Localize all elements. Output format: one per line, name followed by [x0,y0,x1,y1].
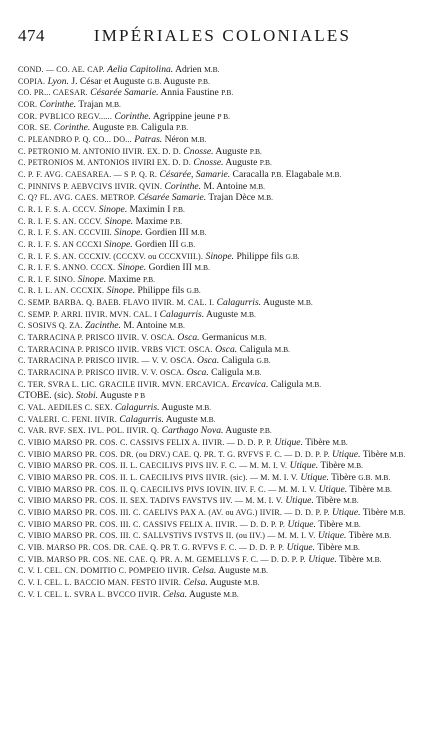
entry-legend: C. V. I. CEL. L. SVRA L. BVCCO IIVIR. [18,589,161,599]
entry-legend: C. R. I. F. S. A. CCCV. [18,204,97,214]
entry-size: P B. [217,111,230,121]
entry-emperor: Auguste [225,425,258,437]
coin-entry [18,262,430,274]
entry-size-2: P.B. [176,123,189,133]
entry-place: Utique. [308,553,337,565]
entry-place: Utique. [317,530,347,542]
entry-size: M.B. [223,589,239,599]
entry-legend: C. VIBIO MARSO PR. COS. II. SEX. TADIVS FAVSTVS IIV. — M. M. I. V. [18,496,283,506]
entry-emperor: Gordien III [135,238,179,250]
entry-size-2: M.B. [374,472,391,482]
entry-legend: COR. SE. [18,123,52,133]
entry-emperor: Auguste [165,413,198,425]
entry-size: P.B. [249,146,262,156]
entry-size: P.B. [126,123,139,133]
entry-legend: COND. — CO. AE. CAP. [18,65,105,74]
entry-legend: C. VIBIO MARSO PR. COS. II. L. CAECILIVS PIVS IIV. F. C. — M. M. I. V. [18,461,288,471]
entry-legend: C. VIBIO MARSO PR. COS. II. L. CAECILIVS PIVS IIVIR. (sic). — M. M. I. V. [18,472,298,482]
entry-size: M.B. [366,554,382,564]
entry-emperor: Tibère [362,448,388,460]
entry-place: Sinope. [117,262,147,274]
entry-legend: C. VIB. MARSO PR. COS. NE. CAE. Q. PR. A. M. GEMELLVS F. C. — D. D. P. P. [18,554,306,564]
coin-entry [18,519,430,531]
entry-emperor: Philippe fils [137,285,185,297]
coin-entry [18,460,430,472]
entry-legend: C. PETRONIO M. ANTONIO IIVIR. EX. D. D. [18,146,181,156]
entry-emperor: Tibère [338,553,364,565]
entry-emperor: Auguste [209,576,242,588]
entry-legend: C. Q? FL. AVG. CAES. METROP. [18,193,136,203]
entry-legend: C. R. I. F. SINO. [18,274,76,284]
entry-place: Utique. [289,460,319,472]
entry-legend: C. R. I. F. S. AN. CCCXIV. (CCCXV. ou CCCXVIII.). [18,251,204,261]
entry-place: Sinope. [98,203,128,215]
entry-emperor: Auguste [225,157,258,169]
coin-entry [18,414,430,426]
coin-entry [18,472,430,484]
coin-entry [18,216,430,228]
entry-place: Sinope. [77,273,107,285]
entry-emperor: Tibère [320,460,346,472]
coin-entry [18,285,430,297]
entry-emperor: Maxime [135,215,168,227]
entry-place: Corinthe. [39,98,77,110]
entry-legend: C. TARRACINA P. PRISCO IIVIR. V. V. OSCA. [18,368,185,378]
entry-emperor: Trajan [78,98,104,110]
entry-size: M.B. [194,263,210,273]
coin-entry [18,76,430,88]
entry-legend: C. VIBIO MARSO PR. COS. III. C. SALLVSTIVS IVSTVS II. (ou IIV.) — M. M. I. V. [18,531,316,541]
entry-emperor: Tibère [305,437,330,448]
entry-place: Corinthe. [164,180,202,192]
entry-legend: COPIA. [18,76,46,86]
entry-size: M.B. [204,65,220,74]
entry-legend: C. PLEANDRO P. Q. CO... DO... [18,134,132,144]
entry-emperor: Auguste [161,402,194,414]
entry-size: G.B. [180,239,196,249]
page-header [18,26,430,56]
entry-place: Utique. [287,518,316,530]
entry-place: Utique. [332,506,361,518]
entry-emperor-2: Auguste [163,75,196,87]
entry-emperor: J. César et Auguste [71,75,145,87]
entry-size: P.B. [221,88,234,98]
entry-emperor: Maxime [108,273,141,285]
entry-emperor: Caligula [270,378,304,390]
entry-size: M.B. [274,344,290,354]
coin-entry [18,64,430,76]
entry-emperor: Caligula [221,355,255,367]
entry-emperor: Auguste [99,390,132,402]
entry-size: M.B. [249,181,265,191]
entry-emperor: Auguste [218,565,251,577]
coin-entry [18,99,430,111]
entry-size: P.B. [271,169,284,179]
entry-place: Corinthe. [53,122,91,134]
coin-entry [18,204,430,216]
entry-size: G.B. [256,356,271,366]
entry-size: P B [134,391,146,401]
coin-entry [18,134,430,146]
entry-size: M.B. [332,438,348,447]
entry-legend: C. V. I. CEL. L. BACCIO MAN. FESTO IIVIR. [18,577,182,587]
entry-emperor: Néron [164,133,189,145]
entry-emperor: Caligula [239,343,273,355]
entry-size: M.B. [244,577,260,587]
entry-place: Zacinthe. [84,320,121,332]
entry-legend: C. VIBIO MARSO PR. COS. III. C. CAELIVS PAX A. (AV. ou AVG.) IIVIR. — D. D. P. P. [18,507,330,517]
entry-place: Sinope. [104,215,134,227]
entry-size: M.B. [191,228,207,238]
entry-place: Sinope. [205,250,235,262]
coin-entry-list [18,64,430,600]
entry-place: Sinope. [104,238,133,250]
entry-legend: C. TER. SVRA L. LIC. GRACILE IIVIR. MVN. ERCAVICA. [18,379,230,389]
entry-size: M.B. [376,484,392,494]
coin-entry [18,274,430,286]
entry-emperor: Tibère [317,541,343,553]
entry-size: P.B. [169,216,183,226]
entry-place: Sinope. [114,227,143,239]
entry-place: Osca. [186,367,209,379]
entry-place: Calagurris. [114,402,160,414]
coin-entry [18,367,430,379]
entry-legend: C. R. I. F. S. AN CCCXI [18,239,102,249]
entry-emperor: Caligula [211,367,244,379]
entry-legend: C. R. I. F. S. AN. CCCVIII. [18,228,112,238]
entry-size: M.B. [200,414,216,424]
entry-emperor: Auguste [92,122,125,134]
entry-size: M.B. [389,449,406,459]
coin-entry [18,355,430,367]
entry-size: M.B. [389,507,406,517]
entry-size: M.B. [375,531,392,541]
entry-place: Osca. [177,332,200,344]
coin-entry [18,111,430,123]
coin-entry [18,425,430,437]
entry-legend: C. SEMP. BARBA. Q. BAEB. FLAVO IIVIR. M. CAL. I. [18,298,215,308]
coin-entry [18,379,430,391]
entry-emperor: Auguste [189,588,221,600]
entry-place: Utique. [285,495,314,507]
coin-entry [18,192,430,204]
entry-size: G.B. [285,251,300,261]
entry-legend: C. R. I. L. AN. CCCXIX. [18,286,105,296]
entry-legend: C. VIBIO MARSO PR. COS. II. Q. CAECILIVS PIVS IOVIN. IIV. F. C. — M. M. I. V. [18,484,317,494]
coin-entry [18,495,430,507]
entry-legend: C. VIBIO MARSO PR. COS. III. C. CASSIVS FELIX A. IIVIR. — D. D. P. P. [18,519,286,529]
entry-size-2: M.B. [325,169,342,179]
entry-emperor: Trajan Dèce [208,192,256,204]
entry-emperor-2: Elagabale [285,168,324,180]
entry-legend: C. VALERI. C. FENI. IIVIR. [18,414,117,424]
entry-emperor: Gordien III [145,227,189,239]
coin-entry [18,122,430,134]
coin-entry [18,309,430,321]
coin-entry [18,332,430,344]
entry-legend: C. P. F. AVG. CAESAREA. — S P. Q. R. [18,169,158,179]
entry-place: Celsa. [183,576,208,588]
running-title: IMPÉRIALES COLONIALES [93,26,352,45]
coin-entry [18,484,430,496]
entry-size: M.B. [343,496,359,506]
entry-size: M.B. [344,542,360,552]
entry-size: P.B. [172,204,185,214]
entry-place: Césarée, Samarie. [159,168,231,180]
coin-entry [18,297,430,309]
entry-size: P.B. [142,274,156,284]
entry-legend: COR. PVBLICO REGV...... [18,111,113,121]
entry-emperor: Gordien III [148,262,192,274]
entry-size: M.B. [345,519,361,529]
entry-place: Stobi. [75,390,99,402]
entry-lead: CTOBE. (sic). [18,390,74,402]
coin-entry [18,87,430,99]
entry-place: Cnosse. [183,145,214,157]
entry-place: Corinthe. [114,110,151,122]
entry-emperor: Tibère [318,518,343,530]
entry-place: Celsa. [192,565,217,577]
entry-place: Osca. [215,343,238,355]
coin-entry [18,554,430,566]
entry-legend: C. VIBIO MARSO PR. COS. DR. (ou DRV.) CAE. Q. PR. T. G. RVFVS F. C. — D. D. P. P. [18,449,330,459]
coin-entry [18,227,430,239]
entry-emperor: Agrippine jeune [152,110,215,122]
page-number: 474 [18,26,45,45]
entry-emperor: Tibère [362,506,388,518]
entry-legend: C. V. I. CEL. CN. DOMITIO C. POMPEIO IIVIR. [18,566,190,576]
entry-place: Osca. [197,355,220,367]
entry-place: Aelia Capitolina. [107,64,174,75]
entry-size: P.B. [259,426,272,436]
entry-size: P.B. [259,158,272,168]
entry-legend: C. PETRONIOS M. ANTONIOS IIVIRI EX. D. D. [18,158,191,168]
entry-emperor-2: Caligula [141,122,174,134]
coin-entry [18,390,430,402]
entry-legend: C. SOSIVS Q. ZA. [18,321,83,331]
entry-legend: C. VAL. AEDILES C. SEX. [18,403,113,413]
coin-entry [18,589,430,601]
entry-size: M.B. [105,99,121,109]
coin-entry [18,157,430,169]
entry-legend: C. VIBIO MARSO PR. COS. C. CASSIVS FELIX A. IIVIR. — D. D. P. P. [18,438,273,447]
entry-place: Césarée Samarie. [90,87,159,99]
entry-size: G.B. [147,76,162,86]
coin-entry [18,437,430,449]
entry-place: Celsa. [162,588,188,600]
coin-entry [18,542,430,554]
coin-entry [18,239,430,251]
entry-size: M.B. [250,333,267,343]
coin-entry [18,449,430,461]
entry-size: M.B. [195,403,212,413]
entry-place: Patras. [134,133,163,145]
coin-entry [18,402,430,414]
entry-size: M.B. [305,379,322,389]
entry-place: Calagurris. [119,413,164,425]
coin-entry [18,169,430,181]
entry-emperor: Tibère [349,483,375,495]
entry-emperor: M. Antoine [203,180,248,192]
coin-entry [18,507,430,519]
coin-entry [18,251,430,263]
coin-entry [18,181,430,193]
entry-place: Utique. [274,437,303,448]
entry-legend: C. PINNIVS P. AEBVCIVS IIVIR. QVIN. [18,181,163,191]
coin-entry [18,577,430,589]
entry-size: M.B. [246,368,262,378]
entry-size: G.B. [358,472,373,482]
entry-place: Carthago Nova. [161,425,224,437]
entry-size: M.B. [191,134,207,144]
entry-legend: C. VIB. MARSO PR. COS. DR. CAE. Q. PR T. G. RVFVS F. C. — D. D. P. P. [18,542,285,552]
entry-place: Calagurris. [159,308,205,320]
entry-emperor: Annia Faustine [160,87,219,99]
coin-entry [18,344,430,356]
entry-emperor: Adrien [175,64,202,75]
entry-size: M.B. [347,461,363,471]
entry-emperor: M. Antoine [123,320,168,332]
entry-place: Utique. [300,471,329,483]
entry-size: M.B. [257,193,273,203]
coin-entry [18,320,430,332]
entry-emperor: Auguste [206,308,239,320]
coin-entry [18,530,430,542]
entry-size-2: P.B. [197,76,210,86]
coin-entry [18,146,430,158]
entry-emperor: Tibère [348,530,374,542]
entry-legend: C. TARRACINA P. PRISCO IIVIR. VRBS VICT. OSCA. [18,344,213,354]
entry-place: Sinope. [106,285,136,297]
entry-legend: C. R. I. F. S. AN. CCCV. [18,216,103,226]
entry-legend: C. VAR. RVF. SEX. IVL. POL. IIVIR. Q. [18,426,160,436]
entry-emperor: Tibère [331,471,356,483]
entry-legend: CO. PR... CAESAR. [18,88,88,98]
entry-place: Utique. [286,541,316,553]
entry-legend: C. SEMP. P. ARRI. IIVIR. MVN. CAL. I [18,309,158,319]
entry-size: M.B. [169,321,185,331]
entry-size: G.B. [186,286,201,296]
entry-place: Césarée Samarie. [137,192,207,204]
entry-emperor: Philippe fils [236,250,284,262]
entry-place: Ercavica. [231,378,269,390]
entry-legend: COR. [18,99,38,109]
coin-entry [18,565,430,577]
entry-place: Lyon. [47,75,69,87]
entry-place: Calagurris. [216,297,262,309]
entry-place: Utique. [331,448,361,460]
entry-size: M.B. [297,298,313,308]
entry-emperor: Maximin I [129,203,171,215]
entry-place: Cnosse. [193,157,224,169]
entry-place: Utique. [318,483,348,495]
entry-emperor: Auguste [262,297,295,309]
entry-size: M.B. [240,309,256,319]
entry-emperor: Auguste [215,145,248,157]
entry-size: M.B. [252,566,269,576]
entry-emperor: Germanicus [201,332,249,344]
entry-legend: C. TARRACINA P. PRISCO IIVIR. — V. V. OSCA. [18,356,195,366]
entry-emperor: Tibère [316,495,341,507]
entry-emperor: Caracalla [232,168,269,180]
entry-legend: C. R. I. F. S. ANNO. CCCX. [18,263,116,273]
entry-legend: C. TARRACINA P. PRISCO IIVIR. V. OSCA. [18,333,175,343]
